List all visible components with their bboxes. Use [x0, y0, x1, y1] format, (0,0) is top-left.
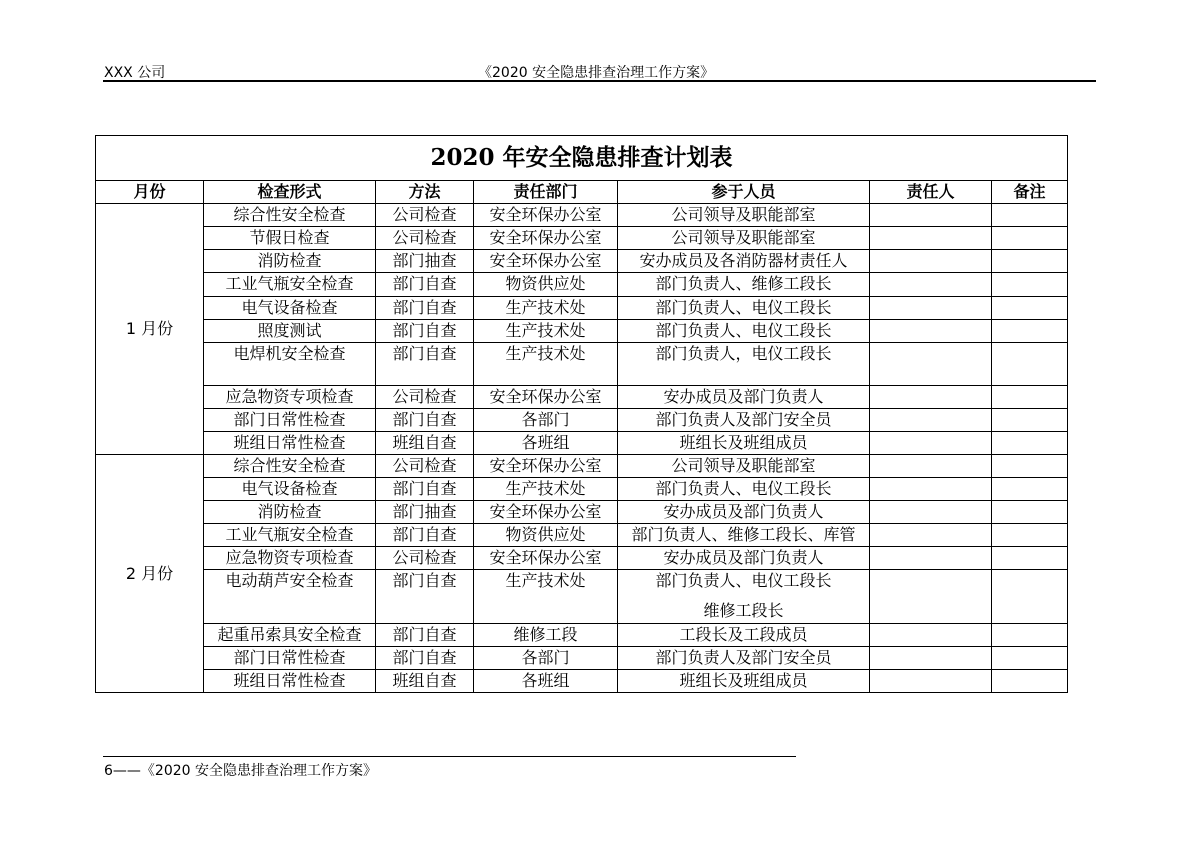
row-note [992, 455, 1068, 478]
column-header-month: 月份 [96, 181, 204, 204]
row-owner [870, 385, 992, 408]
row-note [992, 623, 1068, 646]
header-rule [103, 80, 1096, 82]
row-form: 应急物资专项检查 [204, 547, 376, 570]
row-form: 班组日常性检查 [204, 432, 376, 455]
row-people: 部门负责人、维修工段长、库管 [618, 524, 870, 547]
table-title: 2020 年安全隐患排查计划表 [96, 136, 1068, 181]
row-people: 部门负责人、维修工段长 [618, 273, 870, 296]
column-header-form: 检查形式 [204, 181, 376, 204]
row-owner [870, 296, 992, 319]
row-note [992, 385, 1068, 408]
column-header-owner: 责任人 [870, 181, 992, 204]
table-row [96, 342, 1068, 385]
row-method: 公司检查 [376, 385, 474, 408]
row-people: 公司领导及职能部室 [618, 204, 870, 227]
row-owner [870, 524, 992, 547]
row-form: 电气设备检查 [204, 478, 376, 501]
row-people: 安办成员及部门负责人 [618, 547, 870, 570]
row-note [992, 646, 1068, 669]
row-form: 消防检查 [204, 250, 376, 273]
row-owner [870, 204, 992, 227]
row-owner [870, 501, 992, 524]
row-method: 部门抽查 [376, 501, 474, 524]
table-row [96, 227, 1068, 250]
column-header-note: 备注 [992, 181, 1068, 204]
table-row [96, 250, 1068, 273]
row-form: 部门日常性检查 [204, 646, 376, 669]
row-note [992, 250, 1068, 273]
row-note [992, 408, 1068, 431]
row-people: 部门负责人、电仪工段长 [618, 319, 870, 342]
month-cell: 2 月份 [96, 455, 204, 693]
row-form: 部门日常性检查 [204, 408, 376, 431]
row-note [992, 570, 1068, 623]
row-people-line: 部门负责人、电仪工段长 [655, 571, 832, 591]
row-note [992, 273, 1068, 296]
table-row [96, 669, 1068, 692]
row-dept: 安全环保办公室 [474, 501, 618, 524]
row-note [992, 501, 1068, 524]
row-people: 工段长及工段成员 [618, 623, 870, 646]
row-method: 部门自查 [376, 623, 474, 646]
row-note [992, 296, 1068, 319]
table-row [96, 570, 1068, 623]
row-form: 工业气瓶安全检查 [204, 273, 376, 296]
table-row [96, 524, 1068, 547]
row-note [992, 547, 1068, 570]
row-form: 消防检查 [204, 501, 376, 524]
table-row [96, 432, 1068, 455]
row-method: 部门自查 [376, 342, 474, 385]
row-owner [870, 455, 992, 478]
table-row [96, 547, 1068, 570]
row-dept: 安全环保办公室 [474, 547, 618, 570]
row-owner [870, 646, 992, 669]
row-people [618, 570, 870, 623]
row-note [992, 432, 1068, 455]
row-note [992, 342, 1068, 385]
row-dept: 各班组 [474, 432, 618, 455]
row-owner [870, 408, 992, 431]
row-note [992, 319, 1068, 342]
row-dept: 各部门 [474, 646, 618, 669]
row-form: 综合性安全检查 [204, 204, 376, 227]
row-method: 公司检查 [376, 455, 474, 478]
footer-rule [103, 756, 796, 757]
row-people: 班组长及班组成员 [618, 432, 870, 455]
row-owner [870, 570, 992, 623]
row-people: 安办成员及部门负责人 [618, 385, 870, 408]
row-note [992, 524, 1068, 547]
table-row [96, 501, 1068, 524]
row-method: 部门自查 [376, 408, 474, 431]
column-header-people: 参于人员 [618, 181, 870, 204]
row-form: 班组日常性检查 [204, 669, 376, 692]
table-header-row [96, 181, 1068, 204]
row-owner [870, 227, 992, 250]
row-dept: 生产技术处 [474, 319, 618, 342]
row-form: 照度测试 [204, 319, 376, 342]
table-row [96, 455, 1068, 478]
row-owner [870, 669, 992, 692]
row-people: 班组长及班组成员 [618, 669, 870, 692]
table-row [96, 204, 1068, 227]
table-row [96, 273, 1068, 296]
row-owner [870, 623, 992, 646]
row-dept: 各班组 [474, 669, 618, 692]
header-doc-title: 《2020 安全隐患排查治理工作方案》 [478, 65, 715, 81]
row-form: 工业气瓶安全检查 [204, 524, 376, 547]
row-form: 综合性安全检查 [204, 455, 376, 478]
row-method: 部门自查 [376, 570, 474, 623]
row-owner [870, 478, 992, 501]
column-header-method: 方法 [376, 181, 474, 204]
row-owner [870, 250, 992, 273]
header-company: XXX 公司 [104, 65, 166, 81]
column-header-dept: 责任部门 [474, 181, 618, 204]
row-dept: 物资供应处 [474, 273, 618, 296]
row-dept: 物资供应处 [474, 524, 618, 547]
row-people: 部门负责人、电仪工段长 [618, 478, 870, 501]
row-people: 安办成员及各消防器材责任人 [618, 250, 870, 273]
row-note [992, 204, 1068, 227]
row-method: 部门自查 [376, 273, 474, 296]
inspection-plan-table [95, 135, 1068, 693]
table-row [96, 319, 1068, 342]
row-dept: 维修工段 [474, 623, 618, 646]
row-method: 部门自查 [376, 296, 474, 319]
row-note [992, 478, 1068, 501]
table-row [96, 385, 1068, 408]
table-row [96, 408, 1068, 431]
row-people: 公司领导及职能部室 [618, 227, 870, 250]
row-note [992, 227, 1068, 250]
row-form: 应急物资专项检查 [204, 385, 376, 408]
row-dept: 安全环保办公室 [474, 227, 618, 250]
table-row [96, 478, 1068, 501]
row-method: 部门抽查 [376, 250, 474, 273]
table-row [96, 646, 1068, 669]
row-dept: 各部门 [474, 408, 618, 431]
row-method: 班组自查 [376, 432, 474, 455]
table-row [96, 623, 1068, 646]
table-title-row [96, 136, 1068, 181]
row-form: 电动葫芦安全检查 [204, 570, 376, 623]
row-dept: 安全环保办公室 [474, 250, 618, 273]
row-people: 公司领导及职能部室 [618, 455, 870, 478]
table-row [96, 296, 1068, 319]
row-method: 班组自查 [376, 669, 474, 692]
month-cell: 1 月份 [96, 204, 204, 455]
row-dept: 生产技术处 [474, 570, 618, 623]
row-form: 起重吊索具安全检查 [204, 623, 376, 646]
row-owner [870, 273, 992, 296]
row-dept: 生产技术处 [474, 478, 618, 501]
footer-text: 6——《2020 安全隐患排查治理工作方案》 [104, 763, 377, 779]
row-people: 部门负责人及部门安全员 [618, 646, 870, 669]
row-people: 部门负责人、电仪工段长 [618, 296, 870, 319]
row-method: 部门自查 [376, 646, 474, 669]
row-owner [870, 319, 992, 342]
row-people: 部门负责人，电仪工段长 [618, 342, 870, 385]
row-form: 电焊机安全检查 [204, 342, 376, 385]
row-people: 部门负责人及部门安全员 [618, 408, 870, 431]
row-dept: 安全环保办公室 [474, 455, 618, 478]
row-dept: 生产技术处 [474, 296, 618, 319]
row-method: 公司检查 [376, 547, 474, 570]
row-people-line: 维修工段长 [703, 601, 784, 621]
row-owner [870, 432, 992, 455]
row-people: 安办成员及部门负责人 [618, 501, 870, 524]
row-form: 节假日检查 [204, 227, 376, 250]
row-note [992, 669, 1068, 692]
row-method: 部门自查 [376, 524, 474, 547]
row-method: 部门自查 [376, 319, 474, 342]
row-method: 公司检查 [376, 227, 474, 250]
row-owner [870, 342, 992, 385]
row-method: 公司检查 [376, 204, 474, 227]
row-form: 电气设备检查 [204, 296, 376, 319]
row-owner [870, 547, 992, 570]
row-method: 部门自查 [376, 478, 474, 501]
row-dept: 安全环保办公室 [474, 204, 618, 227]
row-dept: 安全环保办公室 [474, 385, 618, 408]
row-dept: 生产技术处 [474, 342, 618, 385]
